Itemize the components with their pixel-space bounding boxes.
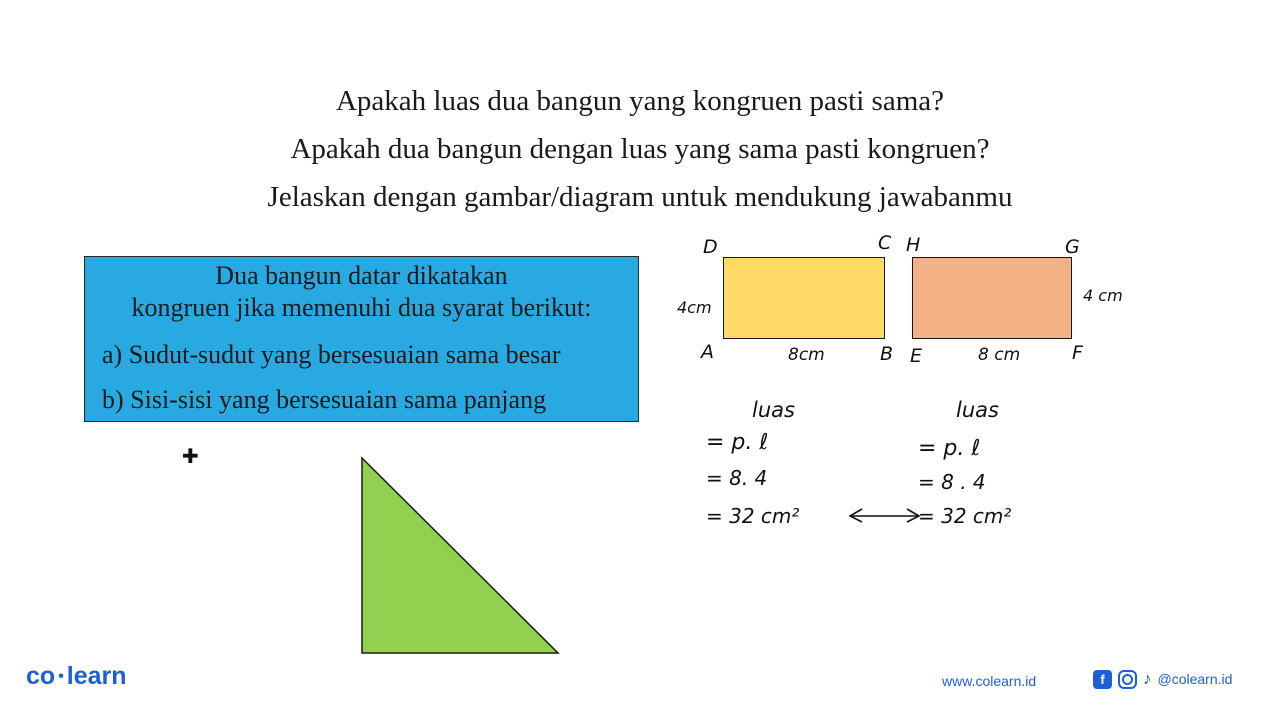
question-1: Apakah luas dua bangun yang kongruen pasti sama? xyxy=(335,85,945,117)
vertex-label-d: D xyxy=(703,236,718,258)
definition-item-a: a) Sudut-sudut yang bersesuaian sama besar xyxy=(102,340,561,369)
vertex-label-e: E xyxy=(910,345,923,367)
vertex-label-f: F xyxy=(1072,342,1083,364)
definition-line-2: kongruen jika memenuhi dua syarat berikut: xyxy=(131,293,592,322)
vertex-label-c: C xyxy=(878,232,892,254)
cursor-icon: ✚ xyxy=(182,444,199,468)
area-result-left: = 32 cm² xyxy=(706,504,800,528)
definition-line-1: Dua bangun datar dikatakan xyxy=(215,261,508,290)
logo-text-learn: learn xyxy=(66,662,127,690)
height-label-left: 4cm xyxy=(677,298,712,317)
area-result-right: = 32 cm² xyxy=(918,504,1012,528)
logo-text-co: co xyxy=(26,662,56,690)
vertex-label-a: A xyxy=(701,341,714,363)
area-title-right: luas xyxy=(956,398,999,422)
social-links xyxy=(1093,669,1232,689)
definition-item-b: b) Sisi-sisi yang bersesuaian sama panjang xyxy=(102,385,547,414)
instagram-icon[interactable] xyxy=(1118,670,1137,689)
vertex-label-b: B xyxy=(880,343,894,365)
facebook-icon[interactable]: f xyxy=(1093,670,1112,689)
height-label-right: 4 cm xyxy=(1083,286,1123,305)
area-substitution-left: = 8. 4 xyxy=(706,466,768,490)
width-label-right: 8 cm xyxy=(978,345,1021,365)
question-3: Jelaskan dengan gambar/diagram untuk mendukung jawabanmu xyxy=(267,181,1013,213)
colearn-logo xyxy=(26,662,127,691)
area-substitution-right: = 8 . 4 xyxy=(918,470,986,494)
vertex-label-g: G xyxy=(1065,236,1080,258)
logo-dot: • xyxy=(58,668,64,686)
area-title-left: luas xyxy=(752,398,795,422)
width-label-left: 8cm xyxy=(788,345,825,365)
website-link[interactable]: www.colearn.id xyxy=(942,673,1037,689)
tiktok-icon[interactable]: ♪ xyxy=(1143,669,1152,688)
area-formula-left: = p. ℓ xyxy=(706,430,769,455)
question-2: Apakah dua bangun dengan luas yang sama pasti kongruen? xyxy=(290,133,990,165)
vertex-label-h: H xyxy=(906,234,921,256)
area-formula-right: = p. ℓ xyxy=(918,436,981,461)
social-handle: @colearn.id xyxy=(1157,671,1233,687)
